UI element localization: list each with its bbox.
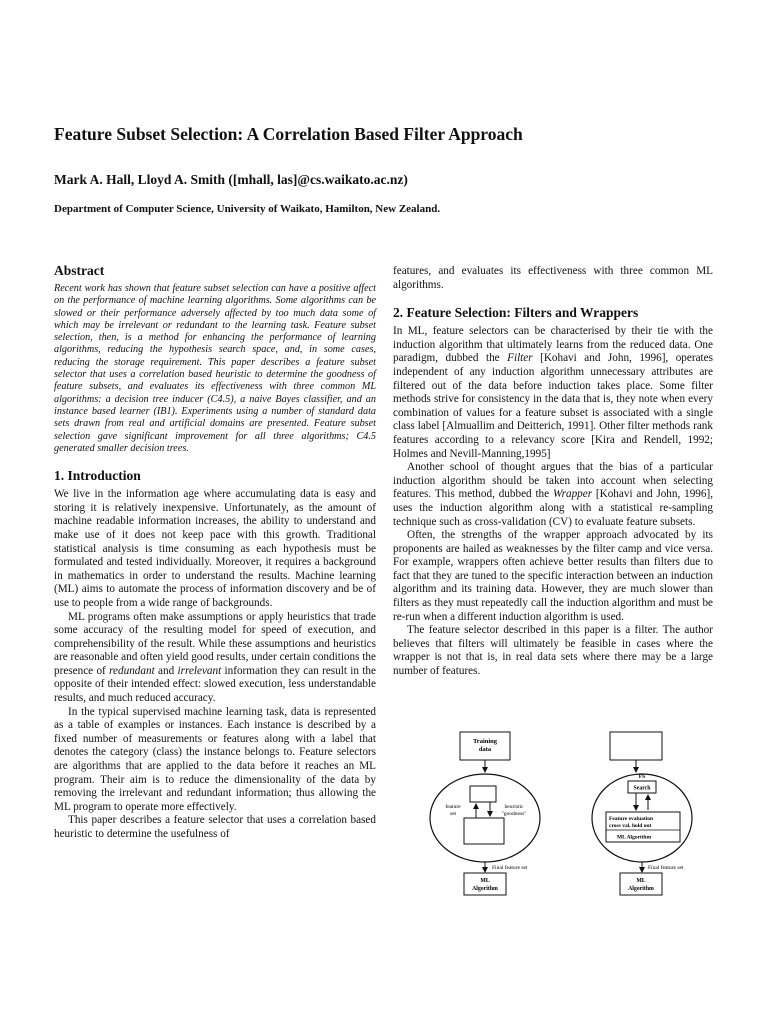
feature-set-label-2: set <box>449 811 457 817</box>
intro-paragraph-2 <box>54 611 376 706</box>
ml-algorithm-inner-label: ML Algorithm <box>616 834 652 841</box>
section-2-heading: 2. Feature Selection: Filters and Wrappers <box>393 305 639 321</box>
left-column <box>54 262 376 842</box>
training-data-box-right <box>610 732 662 760</box>
figure-canvas <box>420 724 720 900</box>
abstract-heading: Abstract <box>54 263 105 278</box>
filters-paragraph-2 <box>393 461 713 529</box>
ml-algorithm-right-label-2: Algorithm <box>628 886 654 892</box>
search-label: Search <box>633 785 651 792</box>
affiliation-line: Department of Computer Science, University of Waikato, Hamilton, New Zealand. <box>54 203 441 215</box>
filters-paragraph-3: Often, the strengths of the wrapper approach advocated by its proponents are hailed as weaknesses by the filter camp and vice versa. For example, wrappers often achieve better results than filters due to fact that they are tuned to the specific interaction between an induction algorithm and its training data. However, they are much slower than filters as they must repeatedly call the induction algorithm and must be re-run when a different induction algorithm is used. <box>393 529 713 623</box>
evaluation-box-left <box>464 818 504 844</box>
cross-val-label: cross val, hold out <box>609 823 652 829</box>
author-line: Mark A. Hall, Lloyd A. Smith ([mhall, las]@cs.waikato.ac.nz) <box>54 172 408 187</box>
term-filter: Filter <box>507 352 533 365</box>
filters-paragraph-4: The feature selector described in this paper is a filter. The author believes that filters will ultimately be feasible in cases where the wrapper is not that is, in real data sets where there may be a large number of features. <box>393 624 713 678</box>
ml-algorithm-left-label-2: Algorithm <box>472 886 498 892</box>
filter-wrapper-figure <box>420 724 720 900</box>
term-irrelevant: irrelevant <box>177 664 222 677</box>
final-feature-set-label-left: Final feature set <box>492 865 528 871</box>
heuristic-label-1: heuristic <box>504 804 524 810</box>
training-data-label-2: data <box>478 746 492 753</box>
feature-set-label-1: feature <box>445 804 461 810</box>
right-column <box>393 265 713 679</box>
section-1-heading: 1. Introduction <box>54 468 141 484</box>
final-feature-set-label-right: Final feature set <box>648 865 684 871</box>
s2-p2-text-b: [Kohavi and John, 1996], uses the induction algorithm along with a statistical re-sampling technique such as cross-validation (CV) to evaluate feature subsets. <box>393 488 713 528</box>
abstract-text: Recent work has shown that feature subset selection can have a positive affect on the performance of machine learning algorithms. Some algorithms can be slowed or their performance adversely affected by too much data some of which may be irrelevant or redundant to the learning task. Feature subset selection, then, is a method for enhancing the performance of learning algorithms, reducing the hypothesis search space, and, in some cases, reducing the storage requirement. This paper describes a feature subset selector that uses a correlation based heuristic to determine the goodness of feature subsets, and evaluates its effectiveness with three common ML algorithms: a decision tree inducer (C4.5), a naive Bayes classifier, and an instance based learner (IB1). Experiments using a number of standard data sets drawn from real and artificial domains are presented. Feature subset selection gave significant improvement for all three algorithms; C4.5 generated smaller decision trees. <box>54 283 376 454</box>
s2-p1-text-b: [Kohavi and John, 1996], operates independent of any induction algorithm unnecessary attributes are filtered out of the data before induction takes place. Some filter methods strive for consistency in the data that is, they note when every combination of values for a feature subset is associated with a single class label [Almuallim and Deitterich, 1991]. Other filter methods rank features according to a relevancy score [Kira and Rendell, 1992; Holmes and Nevill-Manning,1995] <box>393 352 713 460</box>
paper-title: Feature Subset Selection: A Correlation Based Filter Approach <box>54 124 523 144</box>
intro-p2-text-a: ML programs often make assumptions or apply heuristics that trade some accuracy of the resulting model for speed of execution, and comprehensibility of the result. While these assumptions and heuristics are reasonable and often yield good results, under certain conditions the presence of <box>54 610 376 677</box>
training-data-label-1: Training <box>472 738 498 745</box>
intro-paragraph-1: We live in the information age where accumulating data is easy and storing it is relatively inexpensive. Unfortunately, as the amount of machine readable information increases, the ability to understand and make use of it does not keep pace with this growth. Traditional statistical analysis is time consuming as each hypothesis must be formulated and tested individually. Moreover, it requires a background in mathematics in order to understand the results. Machine learning (ML) aims to automate the process of information discovery and be of use to people from a wide range of backgrounds. <box>54 488 376 609</box>
s2-p2-text-a: Another school of thought argues that the bias of a particular induction algorithm should be taken into account when selecting features. This method, dubbed the <box>393 461 713 501</box>
intro-paragraph-3: In the typical supervised machine learning task, data is represented as a table of examples or instances. Each instance is described by a fixed number of measurements or features along with a label that denotes the category (class) the instance belongs to. Feature selectors are algorithms that are applied to the data before it reaches an ML program. Their aim is to reduce the dimensionality of the data by removing the irrelevant and redundant information; thus allowing the ML program to operate more effectively. <box>54 705 376 813</box>
term-wrapper: Wrapper <box>552 488 593 501</box>
ml-algorithm-right-label-1: ML <box>636 878 646 884</box>
search-box-left <box>470 786 496 802</box>
intro-p2-text-b: information they can result in the opposite of their intended effect: slowed execution, less understandable results, and much reduced accuracy. <box>54 664 376 705</box>
s2-p1-text-a: In ML, feature selectors can be characterised by their tie with the induction algorithm that ultimately learns from the reduced data. One paradigm, dubbed the <box>393 325 713 365</box>
intro-p2-and: and <box>154 664 178 677</box>
ml-algorithm-left-label-1: ML <box>480 878 490 884</box>
fs-label: FS <box>638 774 646 780</box>
filters-paragraph-1 <box>393 325 713 461</box>
feature-evaluation-label: Feature evaluation <box>609 816 654 822</box>
intro-paragraph-4: This paper describes a feature selector that uses a correlation based heuristic to determine the usefulness of <box>54 814 376 840</box>
heuristic-label-2: "goodness" <box>501 811 527 817</box>
term-redundant: redundant <box>109 664 155 677</box>
intro-continuation: features, and evaluates its effectiveness with three common ML algorithms. <box>393 265 713 291</box>
